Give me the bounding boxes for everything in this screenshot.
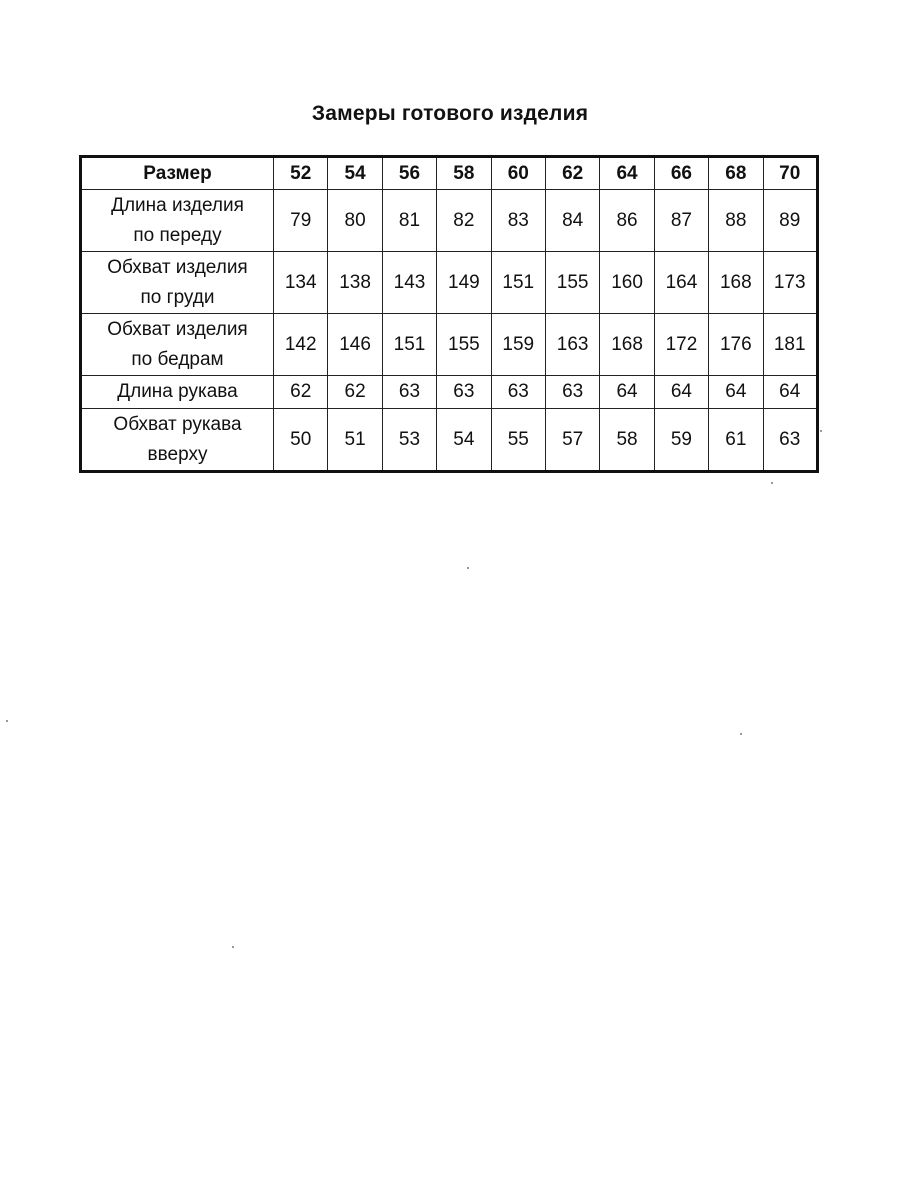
table-cell: 63	[545, 376, 599, 409]
scan-speck	[740, 733, 742, 735]
scan-speck	[6, 720, 8, 722]
table-header-row	[81, 157, 818, 190]
table-cell: 62	[328, 376, 382, 409]
table-cell: 173	[763, 252, 817, 314]
table-cell: 155	[545, 252, 599, 314]
scan-speck	[467, 567, 469, 569]
row-label	[81, 376, 274, 409]
table-row	[81, 252, 818, 314]
table-row	[81, 409, 818, 472]
table-cell: 151	[382, 314, 436, 376]
table-cell: 168	[709, 252, 763, 314]
row-label	[81, 252, 274, 314]
table-cell: 163	[545, 314, 599, 376]
size-header: 62	[545, 157, 599, 190]
table-cell: 64	[709, 376, 763, 409]
table-cell: 164	[654, 252, 708, 314]
table-cell: 86	[600, 190, 654, 252]
table-cell: 82	[437, 190, 491, 252]
table-cell: 79	[274, 190, 328, 252]
table-cell: 176	[709, 314, 763, 376]
table-row	[81, 190, 818, 252]
table-cell: 54	[437, 409, 491, 472]
row-label-line: вверху	[147, 443, 208, 465]
table-cell: 55	[491, 409, 545, 472]
table-cell: 50	[274, 409, 328, 472]
table-cell: 84	[545, 190, 599, 252]
table-cell: 62	[274, 376, 328, 409]
table-cell: 80	[328, 190, 382, 252]
row-label-line: по груди	[140, 286, 215, 308]
table-cell: 81	[382, 190, 436, 252]
row-label	[81, 190, 274, 252]
table-cell: 63	[491, 376, 545, 409]
size-header: 68	[709, 157, 763, 190]
row-label-line: Длина изделия	[111, 194, 244, 216]
table-cell: 143	[382, 252, 436, 314]
document-title: Замеры готового изделия	[311, 102, 589, 125]
row-label-line: Обхват изделия	[107, 256, 248, 278]
table-cell: 59	[654, 409, 708, 472]
measurements-table	[79, 155, 819, 473]
size-header: 70	[763, 157, 817, 190]
table-cell: 149	[437, 252, 491, 314]
scan-speck	[771, 482, 773, 484]
table-cell: 89	[763, 190, 817, 252]
table-cell: 151	[491, 252, 545, 314]
header-label: Размер	[81, 157, 274, 190]
row-label-line: по бедрам	[131, 348, 224, 370]
table-cell: 64	[654, 376, 708, 409]
table-cell: 88	[709, 190, 763, 252]
row-label-line: Длина рукава	[117, 381, 238, 402]
row-label-line: Обхват изделия	[107, 318, 248, 340]
row-label	[81, 409, 274, 472]
table-cell: 57	[545, 409, 599, 472]
table-cell: 61	[709, 409, 763, 472]
table-cell: 181	[763, 314, 817, 376]
size-header: 66	[654, 157, 708, 190]
table-cell: 64	[600, 376, 654, 409]
table-cell: 160	[600, 252, 654, 314]
table-cell: 63	[763, 409, 817, 472]
table-cell: 142	[274, 314, 328, 376]
table-cell: 134	[274, 252, 328, 314]
row-label-line: Обхват рукава	[113, 413, 242, 435]
table-cell: 63	[437, 376, 491, 409]
table-cell: 138	[328, 252, 382, 314]
row-label	[81, 314, 274, 376]
table-cell: 168	[600, 314, 654, 376]
size-header: 56	[382, 157, 436, 190]
table-cell: 155	[437, 314, 491, 376]
table-row	[81, 376, 818, 409]
table-cell: 63	[382, 376, 436, 409]
table-cell: 87	[654, 190, 708, 252]
table-cell: 51	[328, 409, 382, 472]
size-header: 52	[274, 157, 328, 190]
table-row	[81, 314, 818, 376]
table-cell: 159	[491, 314, 545, 376]
table-cell: 83	[491, 190, 545, 252]
size-header: 54	[328, 157, 382, 190]
table-cell: 53	[382, 409, 436, 472]
size-header: 60	[491, 157, 545, 190]
table-cell: 146	[328, 314, 382, 376]
table-cell: 58	[600, 409, 654, 472]
table-cell: 172	[654, 314, 708, 376]
scan-speck	[232, 946, 234, 948]
table-cell: 64	[763, 376, 817, 409]
size-header: 64	[600, 157, 654, 190]
size-header: 58	[437, 157, 491, 190]
scan-speck	[820, 430, 822, 432]
row-label-line: по переду	[133, 224, 222, 246]
